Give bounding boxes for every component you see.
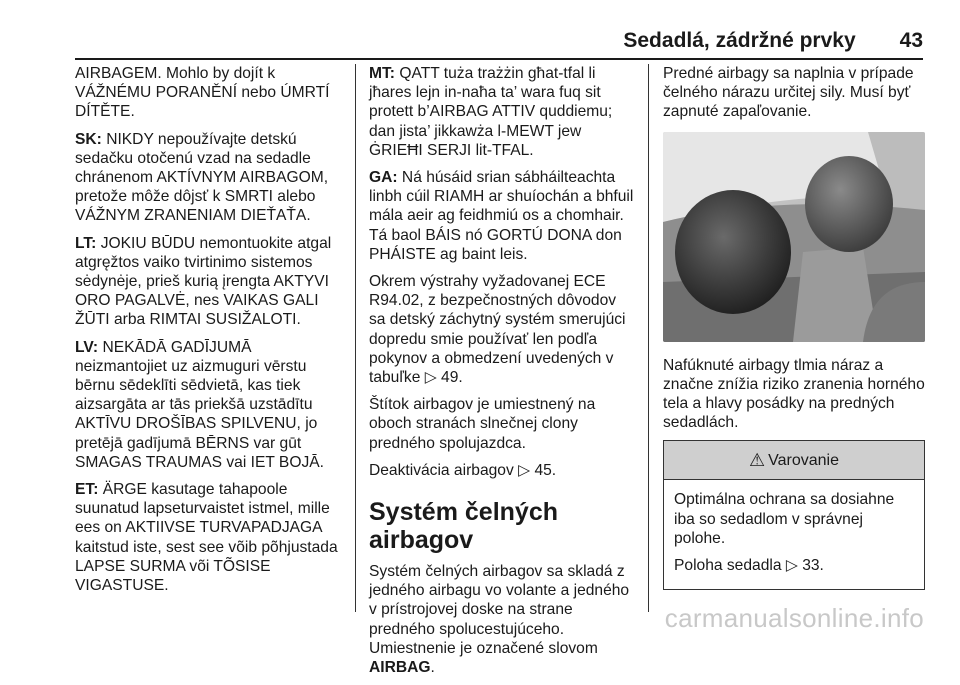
airbag-keyword: AIRBAG (369, 659, 431, 677)
paragraph-et: ET: ÄRGE kasutage tahapoole suunatud lapseturvaistet istmel, mille ees on AKTIIVSE TURVAPADJAGA kaitstud iste, sest see võib põhjustada LAPSE SURMA või TÕSISE VIGASTUSE. (75, 481, 338, 595)
paragraph-ga: GA: Ná húsáid srian sábháilteachta linbh cúil RIAMH ar shuíochán a bhfuil mála aeir ag feidhmiú os a chomhair. Tá baol BÁIS nó GORTÚ DONA don PHÁISTE ag baint leis. (369, 169, 634, 263)
ref-page-33[interactable]: 33. (797, 557, 824, 575)
lang-label-ga: GA: (369, 169, 398, 187)
warning-title: Varovanie (768, 451, 839, 469)
header-divider (75, 58, 923, 60)
page-number: 43 (899, 29, 923, 52)
paragraph-protection: Nafúknuté airbagy tlmia náraz a značne znížia riziko zranenia horného tela a hlavy posádky na predných sedadlách. (663, 356, 925, 432)
lang-label-mt: MT: (369, 65, 395, 82)
paragraph-mt: MT: QATT tuża trażżin għat-tfal li jħares lejn in-naħa ta’ wara fuq sit protett b’AIRBAG ATTIV quddiemu; dan jista’ jikkawża l-MEWT jew ĠRIEĦI SERJI lit-TFAL. (369, 65, 613, 159)
paragraph-deactivation: Deaktivácia airbagov ▷ 45. (369, 461, 557, 479)
warning-text-2: Poloha sedadla ▷ 33. (674, 557, 824, 575)
ref-page-45[interactable]: 45. (530, 461, 557, 479)
arrow-ref-icon[interactable]: ▷ (785, 557, 798, 575)
column-divider-1 (355, 64, 356, 612)
warning-triangle-icon: ⚠ (749, 449, 766, 470)
paragraph-lt: LT: JOKIU BŪDU nemontuokite atgal atgręžtos vaiko tvirtinimo sistemos sėdynėje, prieš kurią įrengta AKTYVI ORO PAGALVĖ, nes VAIKAS GALI ŽŪTI arba RIMTAI SUSIŽALOTI. (75, 234, 332, 329)
paragraph-ece: Okrem výstrahy vyžadovanej ECE R94.02, z bezpečnostných dôvodov sa detský záchytný systém smerujúci dopredu smie používať len podľa pokynov a obmedzení uvedených v tabuľke ▷ 49. (369, 273, 626, 387)
paragraph-lv: LV: NEKĀDĀ GADĪJUMĀ neizmantojiet uz aizmuguri vērstu bērnu sēdeklīti sēdvietā, kas tiek aizsargāta ar tās priekšā uzstādītu AKTĪVU DROŠĪBAS SPILVENU, jo pretējā gadījumā BĒRNS var gūt SMAGAS TRAUMAS vai IET BOJĀ. (75, 338, 324, 471)
paragraph-sk: SK: NIKDY nepoužívajte detskú sedačku otočenú vzad na sedadle chránenom AKTÍVNYM AIRBAGOM, pretože môže dôjsť k SMRTI alebo VÁŽNYM ZRANENIAM DIEŤAŤA. (75, 130, 329, 225)
watermark: carmanualsonline.info (664, 603, 924, 633)
arrow-ref-icon[interactable]: ▷ (518, 461, 531, 479)
paragraph-cs-end: AIRBAGEM. Mohlo by dojít k VÁŽNÉMU PORANĚNÍ nebo ÚMRTÍ DÍTĚTE. (75, 65, 330, 121)
lang-label-lt: LT: (75, 234, 97, 252)
ref-page-49[interactable]: 49. (436, 369, 463, 387)
paragraph-system: Systém čelných airbagov sa skladá z jedného airbagu vo volante a jedného v prístrojovej doske na strane predného spolucestujúceho. Umiestnenie je označené slovom AIRBAG. (369, 563, 630, 677)
airbag-deployed-photo (663, 132, 925, 342)
column-divider-2 (648, 64, 649, 612)
warning-body (664, 480, 924, 589)
warning-text-1: Optimálna ochrana sa dosiahne iba so sedadlom v správnej polohe. (674, 491, 895, 547)
page-header (75, 24, 923, 58)
section-heading: Systém čelných airbagov (369, 498, 558, 555)
lang-label-et: ET: (75, 481, 99, 499)
warning-header (664, 441, 924, 480)
lang-label-sk: SK: (75, 130, 102, 148)
column-3 (663, 64, 925, 590)
lang-label-lv: LV: (75, 338, 99, 356)
warning-box (663, 440, 925, 590)
paragraph-label-location: Štítok airbagov je umiestnený na oboch stranách slnečnej clony predného spolujazdca. (369, 396, 596, 452)
arrow-ref-icon[interactable]: ▷ (424, 369, 437, 387)
paragraph-deploy: Predné airbagy sa naplnia v prípade čelného nárazu určitej sily. Musí byť zapnuté zapaľovanie. (663, 65, 914, 121)
column-2 (369, 64, 634, 685)
airbag-photo-illustration (663, 132, 925, 342)
column-1 (75, 64, 347, 603)
page-title: Sedadlá, zádržné prvky (623, 29, 856, 52)
